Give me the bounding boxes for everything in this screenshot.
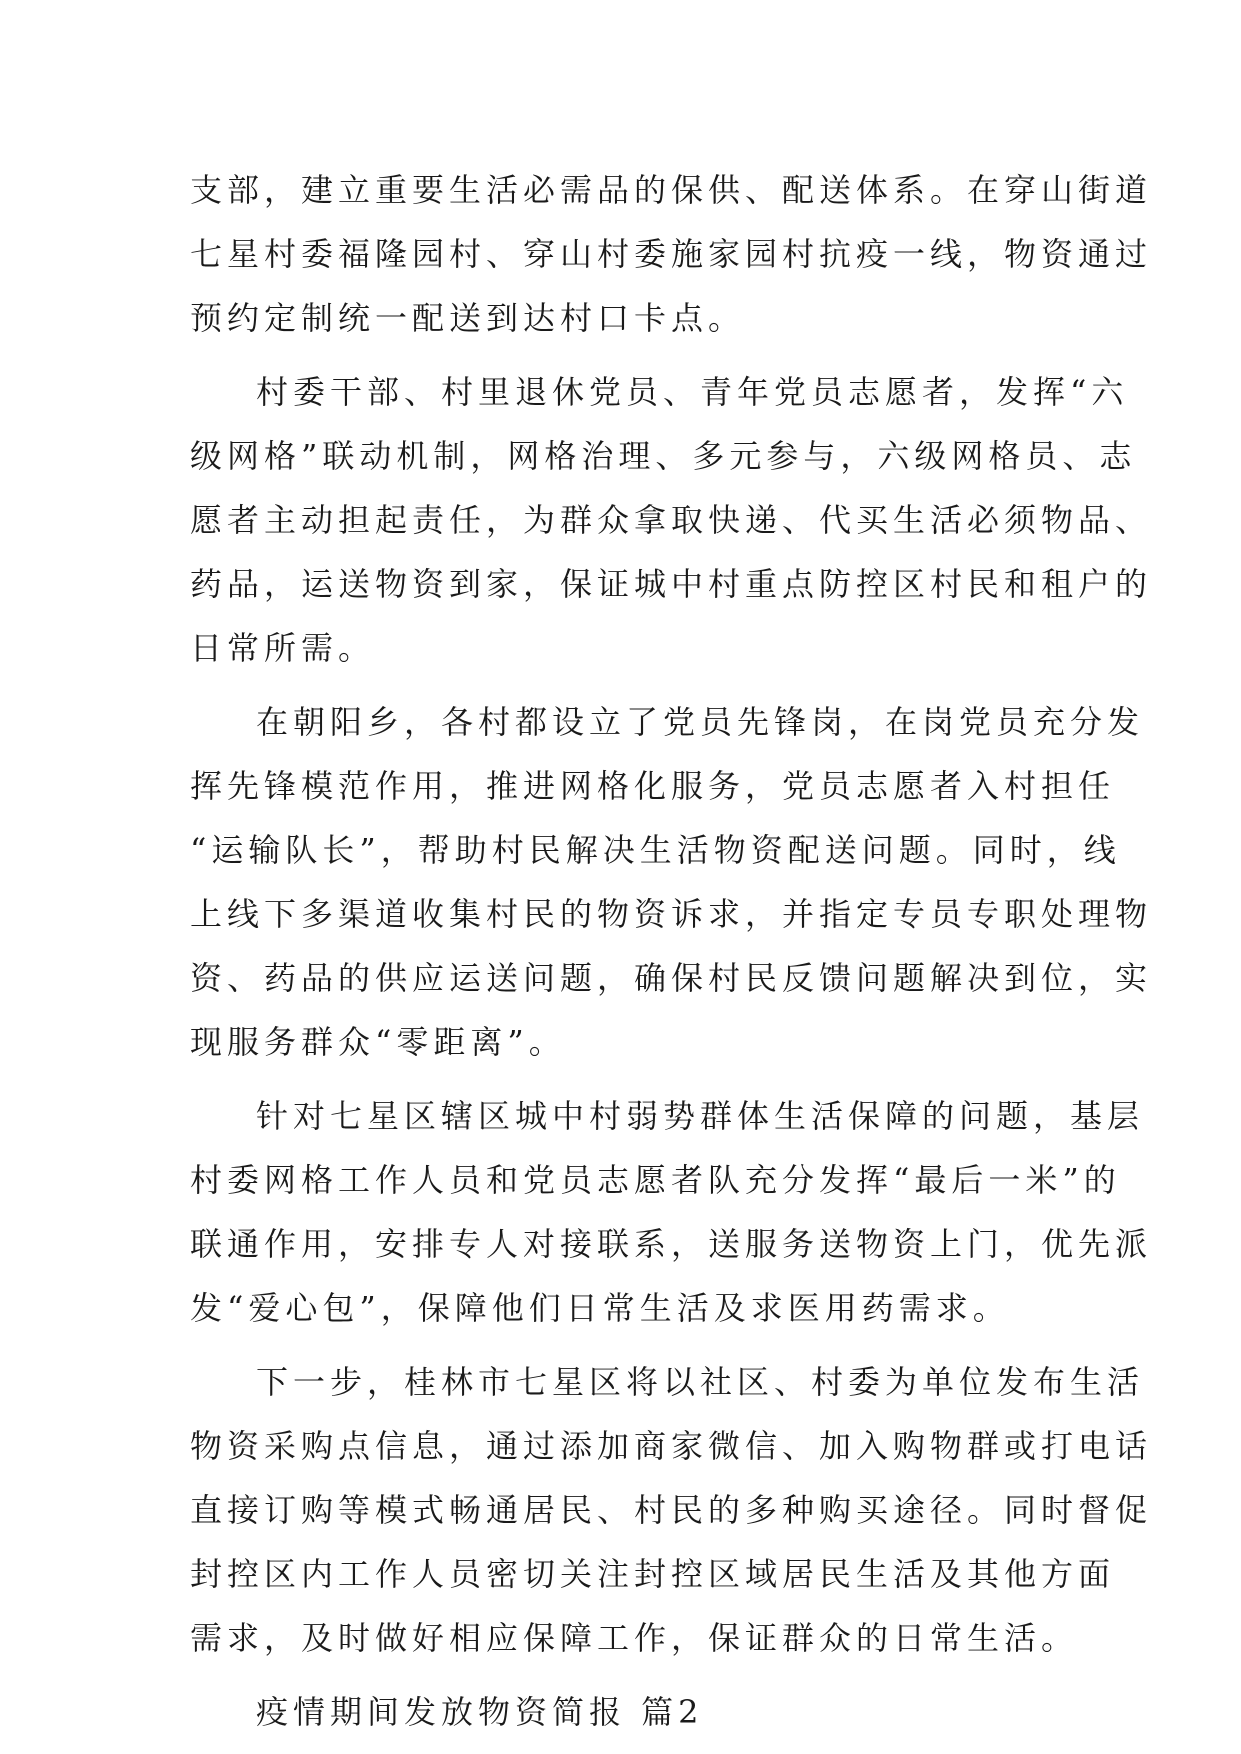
paragraph-3 [190, 690, 1153, 1074]
text-line: 挥先锋模范作用，推进网格化服务，党员志愿者入村担任 [190, 767, 1116, 805]
text-line: 直接订购等模式畅通居民、村民的多种购买途径。同时督促 [190, 1491, 1153, 1529]
text-line: 级网格”联动机制，网格治理、多元参与，六级网格员、志 [190, 437, 1137, 475]
text-line: “运输队长”，帮助村民解决生活物资配送问题。同时，线 [190, 831, 1121, 869]
text-line: 村委网格工作人员和党员志愿者队充分发挥“最后一米”的 [190, 1161, 1121, 1199]
text-line: 物资采购点信息，通过添加商家微信、加入购物群或打电话 [190, 1427, 1153, 1465]
text-line: 现服务群众“零距离”。 [190, 1023, 566, 1061]
text-line: 在朝阳乡，各村都设立了党员先锋岗，在岗党员充分发 [256, 703, 1145, 741]
text-line: 日常所需。 [190, 629, 376, 667]
text-line: 七星村委福隆园村、穿山村委施家园村抗疫一线，物资通过 [190, 235, 1153, 273]
text-line: 预约定制统一配送到达村口卡点。 [190, 299, 746, 337]
text-line: 村委干部、村里退休党员、青年党员志愿者，发挥“六 [256, 373, 1129, 411]
paragraph-2 [190, 360, 1153, 680]
text-line: 联通作用，安排专人对接联系，送服务送物资上门，优先派 [190, 1225, 1153, 1263]
section-heading-block [190, 1680, 1070, 1744]
section-heading: 疫情期间发放物资简报 篇2 [256, 1693, 704, 1731]
text-line: 针对七星区辖区城中村弱势群体生活保障的问题，基层 [256, 1097, 1145, 1135]
text-line: 下一步，桂林市七星区将以社区、村委为单位发布生活 [256, 1363, 1145, 1401]
text-line: 发“爱心包”，保障他们日常生活及求医用药需求。 [190, 1289, 1010, 1327]
paragraph-5 [190, 1350, 1153, 1670]
text-line: 药品，运送物资到家，保证城中村重点防控区村民和租户的 [190, 565, 1153, 603]
text-line: 愿者主动担起责任，为群众拿取快递、代买生活必须物品、 [190, 501, 1153, 539]
paragraph-1 [190, 158, 1153, 350]
paragraph-4 [190, 1084, 1153, 1340]
text-line: 资、药品的供应运送问题，确保村民反馈问题解决到位，实 [190, 959, 1153, 997]
text-line: 封控区内工作人员密切关注封控区域居民生活及其他方面 [190, 1555, 1116, 1593]
text-line: 上线下多渠道收集村民的物资诉求，并指定专员专职处理物 [190, 895, 1153, 933]
text-line: 支部，建立重要生活必需品的保供、配送体系。在穿山街道 [190, 171, 1153, 209]
document-body [190, 158, 1153, 1744]
text-line: 需求，及时做好相应保障工作，保证群众的日常生活。 [190, 1619, 1079, 1657]
